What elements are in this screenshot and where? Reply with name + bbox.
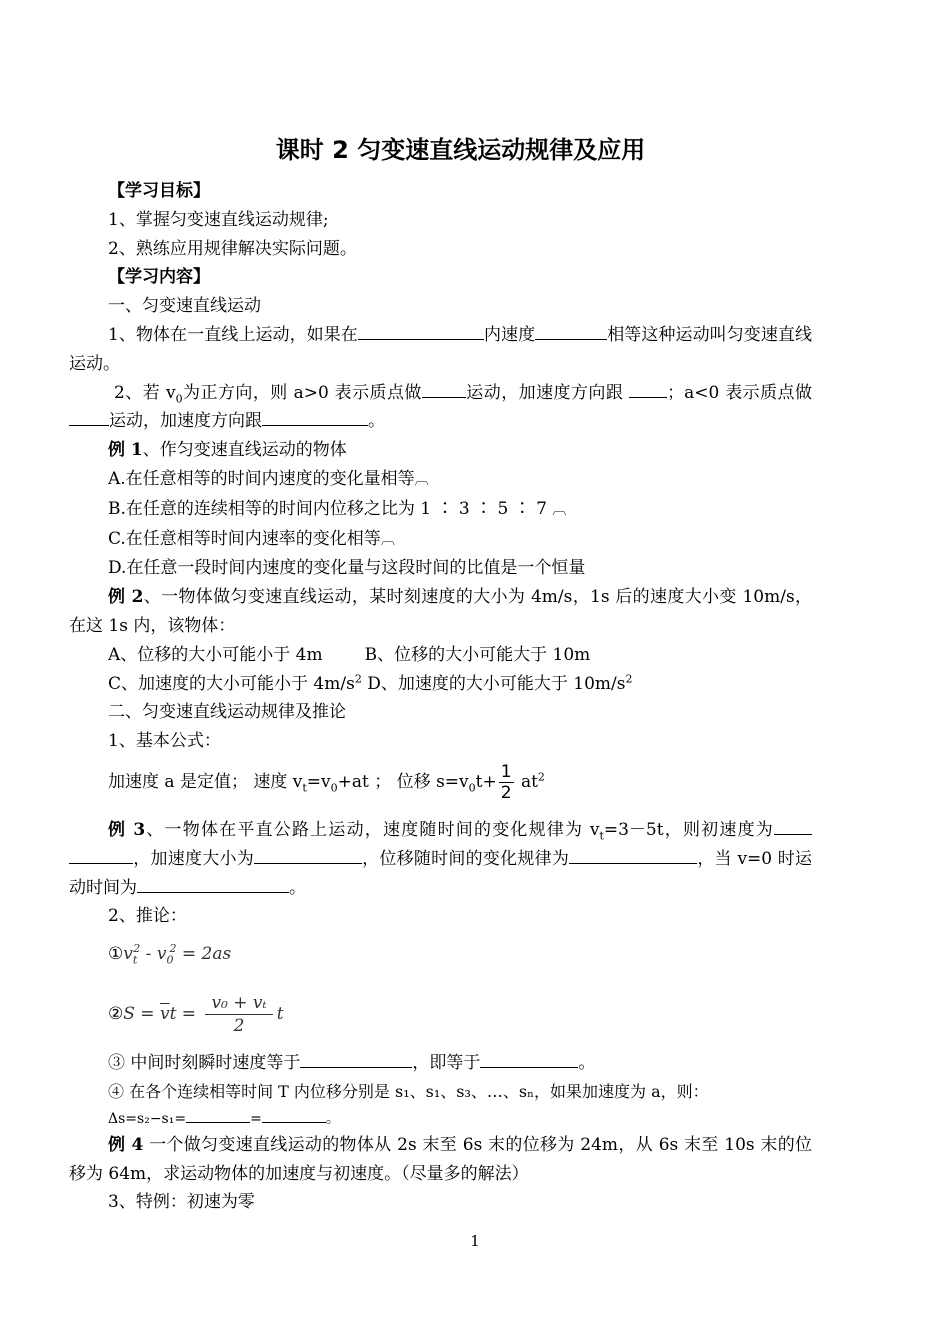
example1-option-a[interactable]: A.在任意相等的时间内速度的变化量相等︹	[108, 468, 429, 489]
inference-2: ②S = $\overline{v}t$ = $\frac{\text{v₀ + vₜ}}{2}$ t	[108, 993, 284, 1037]
inference-4: ④ 在各个连续相等时间 T 内位移分别是 s₁、s₁、s₃、…、sₙ，如果加速度为 a，则：	[108, 1081, 709, 1101]
formula-velocity-squared: $v_t^2 - v_0^2 = 2as$	[123, 942, 232, 967]
answer-blank[interactable]	[480, 1049, 578, 1068]
answer-blank[interactable]	[186, 1108, 250, 1123]
example1-option-d[interactable]: D.在任意一段时间内速度的变化量与这段时间的比值是一个恒量	[108, 558, 586, 579]
example2-options-cd[interactable]: C、加速度的大小可能小于 $4m/s^2$ D、加速度的大小可能大于 $10m/s^2$	[108, 671, 633, 694]
formula-average-velocity: $S = \overline{v}t$ = $\frac{\text{v₀ + vₜ}}{2}$ t	[123, 993, 284, 1037]
example1-option-b[interactable]: B.在任意的连续相等的时间内位移之比为 1 ∶ 3 ∶ 5 ∶ 7 ︹	[108, 498, 567, 519]
page-title: 课时 2 匀变速直线运动规律及应用	[275, 136, 646, 164]
answer-blank[interactable]	[358, 321, 484, 340]
part1-title: 一、匀变速直线运动	[108, 296, 261, 317]
answer-blank[interactable]	[69, 407, 109, 426]
answer-blank[interactable]	[300, 1049, 412, 1068]
goals-header: 【学习目标】	[108, 181, 210, 201]
content-header: 【学习内容】	[108, 267, 210, 288]
inference-4-formula: Δs=s₂−s₁= = 。	[69, 1107, 812, 1131]
example2-options-ab[interactable]: A、位移的大小可能小于 4m B、位移的大小可能大于 10m	[108, 644, 591, 665]
paragraph-direction: 2、若 $v_0$为正方向，则 a>0 表示质点做 运动，加速度方向跟 ；a<0 表示质点做运动，加速度方向跟 。	[69, 379, 812, 437]
answer-blank[interactable]	[137, 874, 289, 893]
example1-stem: 例 1、作匀变速直线运动的物体	[108, 440, 347, 461]
basic-formula-header: 1、基本公式：	[108, 731, 221, 752]
answer-blank[interactable]	[262, 407, 368, 426]
answer-blank[interactable]	[422, 379, 466, 398]
example2-stem: 例 2、一物体做匀变速直线运动，某时刻速度的大小为 4m/s，1s 后的速度大小变 10m/s，在这 1s 内，该物体：	[69, 587, 813, 636]
part2-title: 二、匀变速直线运动规律及推论	[108, 702, 346, 723]
special-case: 3、特例：初速为零	[108, 1192, 255, 1213]
paragraph-uniform-motion: 1、物体在一直线上运动，如果在 内速度 相等这种运动叫匀变速直线运动。	[69, 321, 812, 379]
page-number: 1	[470, 1232, 480, 1250]
example4: 例 4 一个做匀变速直线运动的物体从 2s 末至 6s 末的位移为 24m，从 6s 末至 10s 末的位移为 64m，求运动物体的加速度与初速度。（尽量多的解法）	[69, 1134, 813, 1184]
example3: 例 3、一物体在平直公路上运动，速度随时间的变化规律为 $v_t=3-5t$，则初速度为 ，加速度大小为 ，位移随时间的变化规律为 ，当 v=0 时运动时间为 。	[69, 816, 812, 902]
answer-blank[interactable]	[629, 379, 667, 398]
inference-title: 2、推论：	[108, 906, 187, 927]
goal-item: 2、熟练应用规律解决实际问题。	[108, 238, 357, 259]
basic-formulas: 加速度 a 是定值； 速度 $v_t=v_0+at$ ； 位移 $s=v_0t+$ $\frac{1}{2}$ $at^2$	[108, 761, 545, 803]
inference-3: ③ 中间时刻瞬时速度等于 ，即等于 。	[69, 1049, 812, 1078]
answer-blank[interactable]	[262, 1108, 326, 1123]
answer-blank[interactable]	[69, 845, 133, 864]
fraction-one-half: $\frac{1}{2}$	[500, 761, 512, 803]
document-body	[69, 130, 812, 1217]
answer-blank[interactable]	[535, 321, 607, 340]
answer-blank[interactable]	[569, 845, 697, 864]
answer-blank[interactable]	[254, 845, 362, 864]
inference-1: $①v_t^2 - v_0^2 = 2as$	[108, 942, 232, 967]
answer-blank[interactable]	[774, 816, 812, 835]
goal-item: 1、掌握匀变速直线运动规律;	[108, 209, 329, 230]
example1-option-c[interactable]: C.在任意相等时间内速率的变化相等︹	[108, 528, 395, 549]
